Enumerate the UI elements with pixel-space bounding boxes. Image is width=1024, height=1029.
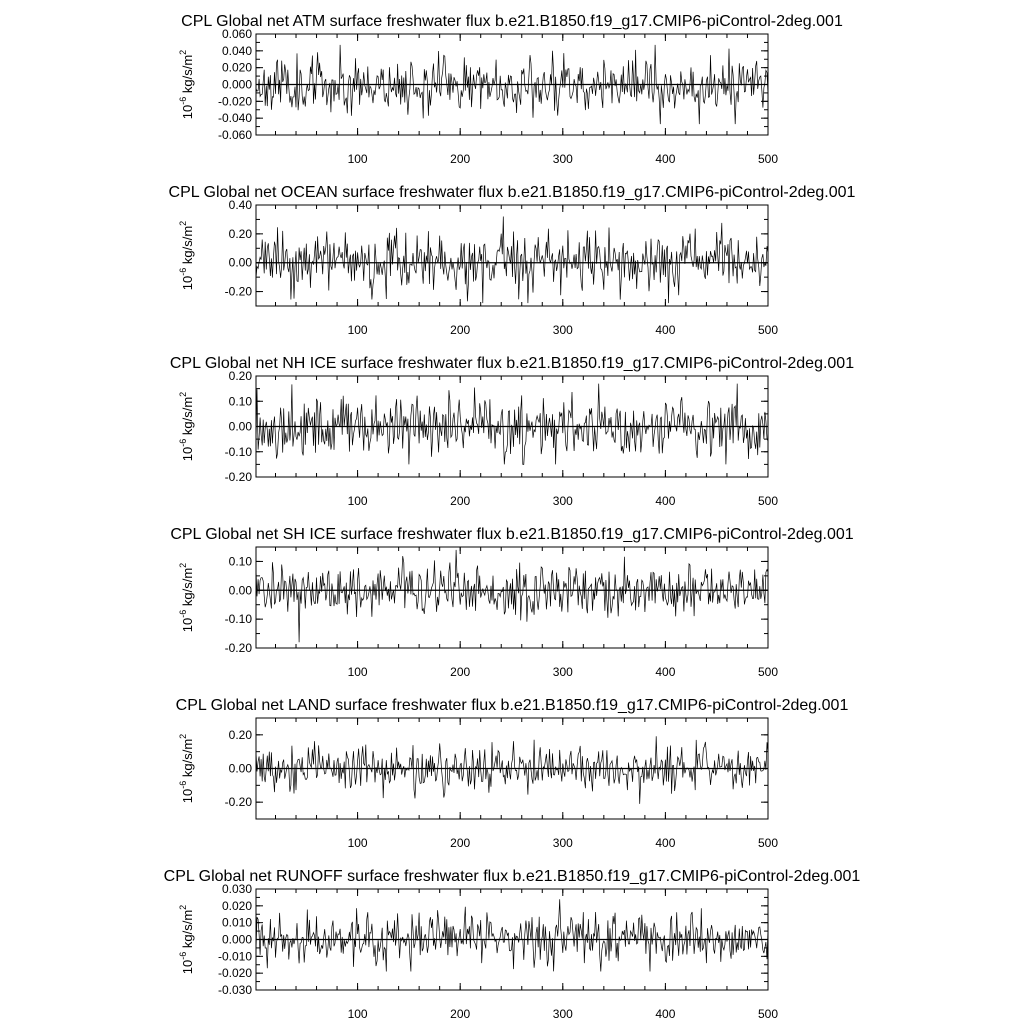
chart-panel-1 — [178, 13, 843, 166]
x-tick-label: 200 — [450, 1007, 471, 1021]
y-tick-label: 0.040 — [221, 43, 252, 58]
y-tick-label: -0.010 — [217, 949, 252, 964]
y-tick-label: -0.020 — [217, 966, 252, 981]
y-tick-label: 0.00 — [228, 761, 252, 776]
y-axis-label: $10^{-6}$ $kg/s/m^2$ — [178, 391, 195, 462]
x-tick-label: 200 — [450, 836, 471, 850]
x-tick-label: 400 — [655, 494, 676, 508]
y-tick-label: -0.020 — [217, 94, 252, 109]
y-axis-label: $10^{-6}$ $kg/s/m^2$ — [178, 49, 195, 120]
y-tick-label: -0.030 — [217, 983, 252, 997]
x-tick-label: 400 — [655, 323, 676, 337]
data-series-line — [256, 550, 768, 642]
y-tick-label: -0.040 — [217, 111, 252, 126]
x-tick-label: 500 — [757, 1007, 779, 1021]
y-tick-label: 0.20 — [228, 727, 252, 742]
chart-panel-3 — [170, 355, 854, 508]
y-tick-label: 0.00 — [228, 255, 252, 270]
y-tick-label: 0.000 — [221, 77, 252, 92]
y-tick-label: -0.20 — [224, 284, 252, 299]
data-series-line — [256, 736, 768, 804]
y-axis-label: $10^{-6}$ $kg/s/m^2$ — [178, 220, 195, 291]
chart-title: CPL Global net OCEAN surface freshwater flux b.e21.B1850.f19_g17.CMIP6-piControl-2deg.001 — [168, 184, 856, 201]
y-tick-label: -0.20 — [224, 795, 252, 810]
x-tick-label: 100 — [347, 152, 368, 166]
y-tick-label: 0.020 — [221, 898, 252, 913]
chart-title: CPL Global net ATM surface freshwater flux b.e21.B1850.f19_g17.CMIP6-piControl-2deg.001 — [181, 13, 843, 30]
y-tick-label: 0.20 — [228, 369, 252, 383]
x-tick-label: 200 — [450, 323, 471, 337]
x-tick-label: 500 — [757, 836, 779, 850]
x-tick-label: 200 — [450, 665, 471, 679]
x-tick-label: 300 — [552, 323, 573, 337]
chart-panel-5 — [176, 697, 849, 850]
x-tick-label: 100 — [347, 1007, 368, 1021]
data-series-line — [256, 384, 768, 465]
y-tick-label: 0.10 — [228, 394, 252, 409]
x-tick-label: 100 — [347, 323, 368, 337]
x-tick-label: 100 — [347, 836, 368, 850]
y-tick-label: 0.010 — [221, 915, 252, 930]
chart-title: CPL Global net RUNOFF surface freshwater flux b.e21.B1850.f19_g17.CMIP6-piControl-2deg.001 — [163, 868, 861, 885]
x-tick-label: 300 — [552, 665, 573, 679]
x-tick-label: 300 — [552, 152, 573, 166]
chart-title: CPL Global net LAND surface freshwater flux b.e21.B1850.f19_g17.CMIP6-piControl-2deg.001 — [175, 697, 849, 714]
y-tick-label: 0.060 — [221, 27, 252, 41]
y-tick-label: 0.00 — [228, 419, 252, 434]
y-axis-label: $10^{-6}$ $kg/s/m^2$ — [178, 562, 195, 633]
chart-panel-6 — [164, 868, 861, 1021]
chart-panel-2 — [169, 184, 856, 337]
data-series-line — [256, 899, 768, 971]
x-tick-label: 500 — [757, 494, 779, 508]
x-tick-label: 300 — [552, 494, 573, 508]
x-tick-label: 400 — [655, 836, 676, 850]
y-tick-label: 0.40 — [228, 198, 252, 212]
y-tick-label: 0.020 — [221, 60, 252, 75]
y-axis-label: $10^{-6}$ $kg/s/m^2$ — [178, 904, 195, 975]
x-tick-label: 100 — [347, 665, 368, 679]
y-tick-label: 0.030 — [221, 882, 252, 896]
x-tick-label: 200 — [450, 494, 471, 508]
y-tick-label: -0.10 — [224, 612, 252, 627]
y-tick-label: -0.060 — [217, 128, 252, 142]
x-tick-label: 300 — [552, 1007, 573, 1021]
x-tick-label: 400 — [655, 1007, 676, 1021]
x-tick-label: 200 — [450, 152, 471, 166]
chart-title: CPL Global net NH ICE surface freshwater flux b.e21.B1850.f19_g17.CMIP6-piControl-2deg.001 — [169, 355, 855, 372]
chart-panel-4 — [170, 526, 853, 679]
x-tick-label: 400 — [655, 665, 676, 679]
data-series-line — [256, 217, 768, 304]
x-tick-label: 500 — [757, 152, 779, 166]
y-tick-label: -0.20 — [224, 641, 252, 655]
x-tick-label: 500 — [757, 323, 779, 337]
x-tick-label: 500 — [757, 665, 779, 679]
x-tick-label: 100 — [347, 494, 368, 508]
chart-title: CPL Global net SH ICE surface freshwater flux b.e21.B1850.f19_g17.CMIP6-piControl-2deg.001 — [170, 526, 854, 543]
y-tick-label: 0.000 — [221, 932, 252, 947]
y-tick-label: 0.00 — [228, 583, 252, 598]
y-axis-label: $10^{-6}$ $kg/s/m^2$ — [178, 733, 195, 804]
y-tick-label: -0.10 — [224, 444, 252, 459]
y-tick-label: -0.20 — [224, 470, 252, 484]
x-tick-label: 400 — [655, 152, 676, 166]
y-tick-label: 0.20 — [228, 226, 252, 241]
y-tick-label: 0.10 — [228, 554, 252, 569]
x-tick-label: 300 — [552, 836, 573, 850]
